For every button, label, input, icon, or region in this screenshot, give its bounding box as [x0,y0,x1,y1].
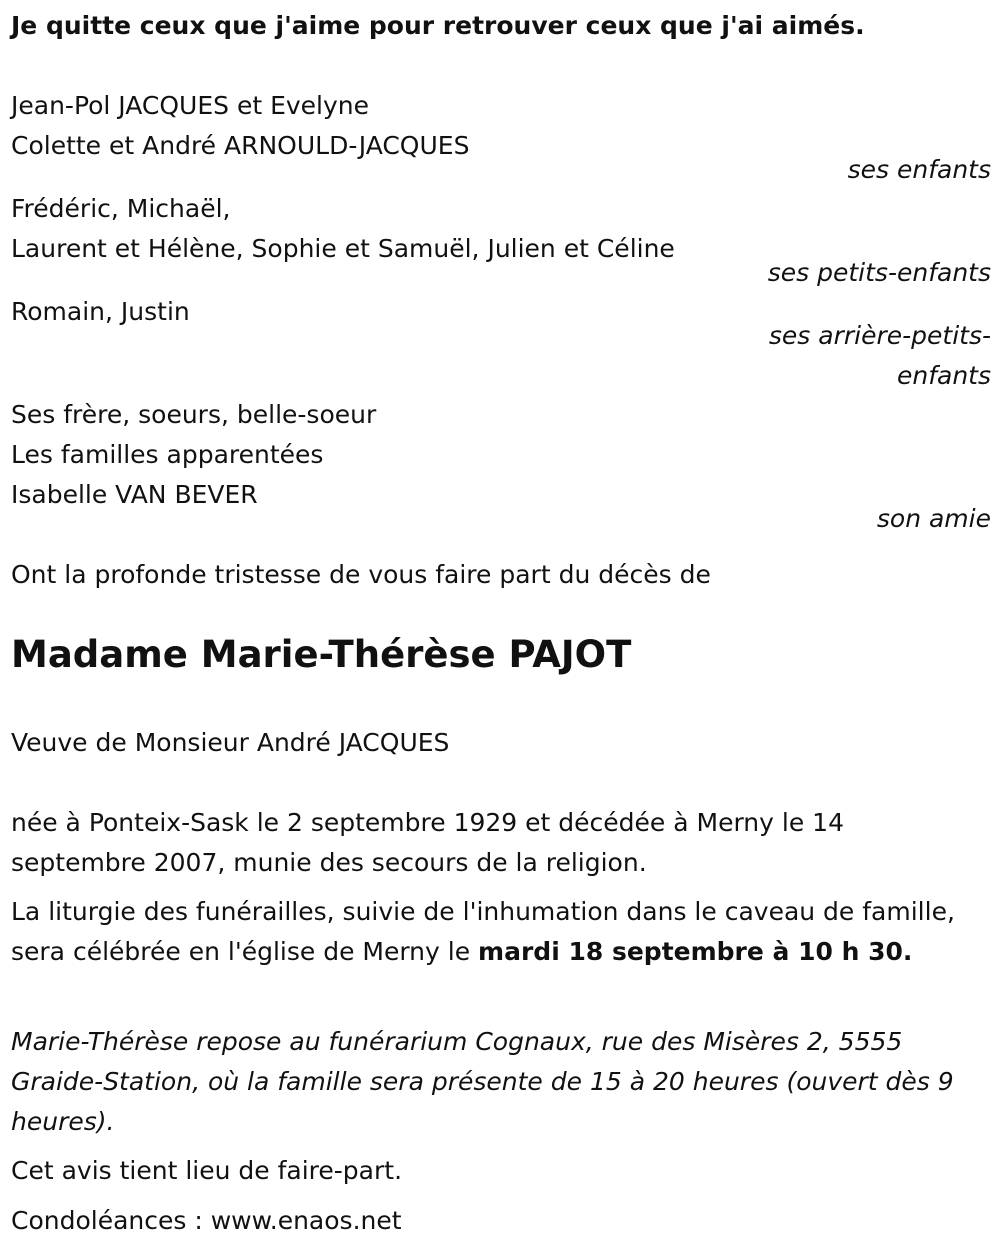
birth-death-paragraph: née à Ponteix-Sask le 2 septembre 1929 et décédée à Merny le 14 septembre 2007, munie des secours de la religion. [11,808,844,877]
widow-of-line: Veuve de Monsieur André JACQUES [11,728,450,757]
grandchildren-names-line-1: Frédéric, Michaël, [11,194,231,223]
children-names-line-2: Colette et André ARNOULD-JACQUES [11,131,470,160]
epigraph: Je quitte ceux que j'aime pour retrouver ceux que j'ai aimés. [11,11,865,40]
condolences-line: Condoléances : www.enaos.net [11,1206,402,1235]
related-families-line: Les familles apparentées [11,440,324,469]
grandchildren-names-line-2: Laurent et Hélène, Sophie et Samuël, Julien et Céline [11,234,675,263]
notice-line: Cet avis tient lieu de faire-part. [11,1156,403,1185]
friend-name-line: Isabelle VAN BEVER [11,480,258,509]
grandchildren-relation: ses petits-enfants [767,258,991,287]
announcement-line: Ont la profonde tristesse de vous faire part du décès de [11,560,711,589]
great-grandchildren-relation-line-2: enfants [896,361,991,390]
repose-paragraph: Marie-Thérèse repose au funérarium Cognaux, rue des Misères 2, 5555 Graide-Station, où la famille sera présente de 15 à 20 heures (ouvert dès 9 heures). [11,1027,954,1136]
great-grandchildren-relation-line-1: ses arrière-petits- [768,321,991,350]
great-grandchildren-names: Romain, Justin [11,297,190,326]
children-names-line-1: Jean-Pol JACQUES et Evelyne [11,91,370,120]
children-relation: ses enfants [847,155,991,184]
funeral-text: La liturgie des funérailles, suivie de l'inhumation dans le caveau de famille, sera célébrée en l'église de Merny le [11,897,955,966]
friend-relation: son amie [876,504,991,533]
deceased-name: Madame Marie-Thérèse PAJOT [11,633,632,676]
siblings-line: Ses frère, soeurs, belle-soeur [11,400,377,429]
funeral-datetime: mardi 18 septembre à 10 h 30. [478,937,913,966]
funeral-paragraph [11,892,986,972]
